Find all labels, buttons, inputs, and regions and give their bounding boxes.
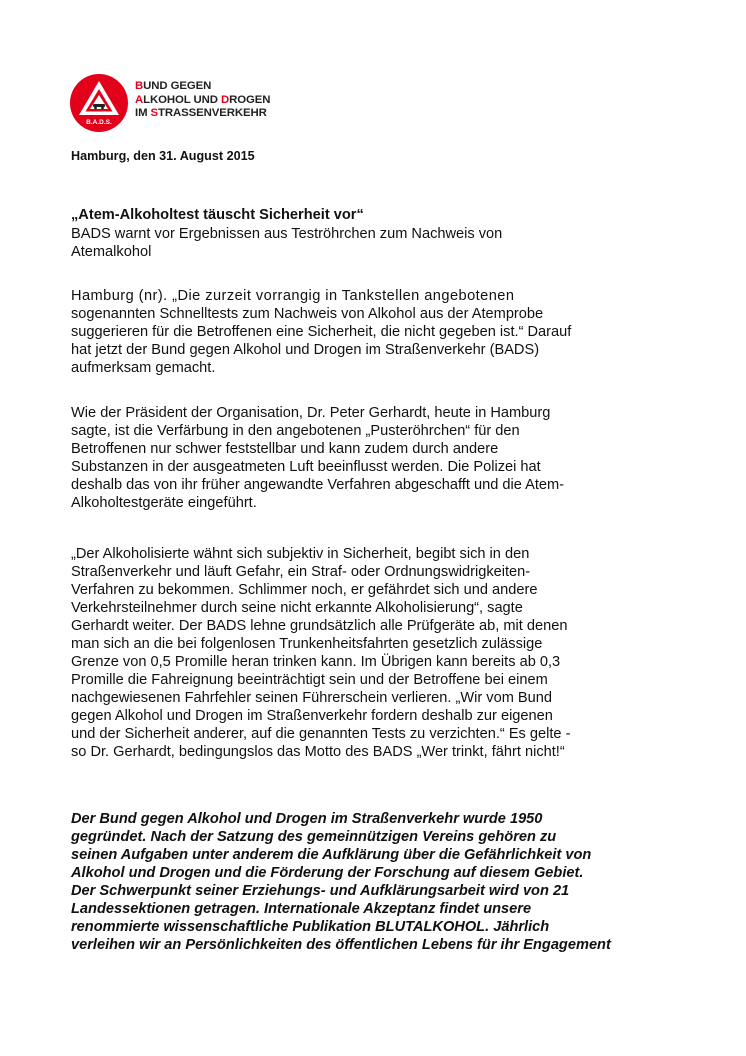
paragraph-line: deshalb das von ihr früher angewandte Verfahren abgeschafft und die Atem- xyxy=(71,477,565,493)
paragraph-line: Grenze von 0,5 Promille heran trinken kann. Im Übrigen kann bereits ab 0,3 xyxy=(71,654,561,670)
paragraph-line: so Dr. Gerhardt, bedingungslos das Motto des BADS „Wer trinkt, fährt nicht!“ xyxy=(71,744,565,760)
logo-line-3: IM STRASSENVERKEHR xyxy=(135,107,267,120)
paragraph-line: nachgewiesenen Fahrfehler seinen Führerschein verlieren. „Wir vom Bund xyxy=(71,690,553,706)
boilerplate-line: renommierte wissenschaftliche Publikation BLUTALKOHOL. Jährlich xyxy=(71,919,550,935)
paragraph-line: sagte, ist die Verfärbung in den angebotenen „Pusteröhrchen“ für den xyxy=(71,423,520,439)
paragraph-line: Promille die Fahreignung beeinträchtigt sein und der Betroffene bei einem xyxy=(71,672,548,688)
paragraph-line: Betroffenen nur schwer feststellbar und kann zudem durch andere xyxy=(71,441,499,457)
headline: „Atem-Alkoholtest täuscht Sicherheit vor“ xyxy=(71,207,364,223)
paragraph-line: gegen Alkohol und Drogen im Straßenverkehr fordern deshalb zur eigenen xyxy=(71,708,553,724)
logo-badge-text: B.A.D.S. xyxy=(86,119,112,126)
logo-line-2: ALKOHOL UND DROGEN xyxy=(135,93,271,106)
paragraph-quote xyxy=(71,545,675,761)
boilerplate-line: Alkohol und Drogen und die Förderung der Forschung auf diesem Gebiet. xyxy=(71,865,584,881)
bads-emblem-icon xyxy=(68,73,130,133)
paragraph-intro xyxy=(71,287,675,377)
paragraph-line: Verfahren zu bekommen. Schlimmer noch, er gefährdet sich und andere xyxy=(71,582,538,598)
logo-wordmark xyxy=(135,80,270,121)
logo-line-1: BUND GEGEN xyxy=(135,80,212,92)
paragraph-line: Alkoholtestgeräte eingeführt. xyxy=(71,495,257,511)
paragraph-line: „Der Alkoholisierte wähnt sich subjektiv in Sicherheit, begibt sich in den xyxy=(71,546,530,562)
subheadline-line: BADS warnt vor Ergebnissen aus Teströhrchen zum Nachweis von xyxy=(71,226,503,242)
paragraph-line: sogenannten Schnelltests zum Nachweis von Alkohol aus der Atemprobe xyxy=(71,306,544,322)
boilerplate-line: verleihen wir an Persönlichkeiten des öffentlichen Lebens für ihr Engagement xyxy=(71,937,611,953)
paragraph-president xyxy=(71,404,675,512)
paragraph-line: Hamburg (nr). „Die zurzeit vorrangig in Tankstellen angebotenen xyxy=(71,288,515,304)
boilerplate-line: Der Bund gegen Alkohol und Drogen im Straßenverkehr wurde 1950 xyxy=(71,811,543,827)
paragraph-line: Substanzen in der ausgeatmeten Luft beeinflusst werden. Die Polizei hat xyxy=(71,459,541,475)
boilerplate-line: Der Schwerpunkt seiner Erziehungs- und Aufklärungsarbeit wird von 21 xyxy=(71,883,570,899)
boilerplate-line: seinen Aufgaben unter anderem die Aufklärung über die Gefährlichkeit von xyxy=(71,847,592,863)
subheadline-line: Atemalkohol xyxy=(71,244,152,260)
subheadline xyxy=(71,225,631,261)
paragraph-line: Gerhardt weiter. Der BADS lehne grundsätzlich alle Prüfgeräte ab, mit denen xyxy=(71,618,568,634)
boilerplate-line: gegründet. Nach der Satzung des gemeinnützigen Vereins gehören zu xyxy=(71,829,557,845)
organization-boilerplate xyxy=(71,810,681,954)
dateline: Hamburg, den 31. August 2015 xyxy=(71,149,255,163)
bads-logo xyxy=(68,73,308,133)
paragraph-line: Verkehrsteilnehmer durch seine nicht erkannte Alkoholisierung“, sagte xyxy=(71,600,523,616)
paragraph-line: aufmerksam gemacht. xyxy=(71,360,216,376)
paragraph-line: Wie der Präsident der Organisation, Dr. Peter Gerhardt, heute in Hamburg xyxy=(71,405,551,421)
paragraph-line: und der Sicherheit anderer, auf die genannten Tests zu verzichten.“ Es gelte - xyxy=(71,726,571,742)
paragraph-line: man sich an die bei folgenlosen Trunkenheitsfahrten gesetzlich zulässige xyxy=(71,636,543,652)
paragraph-line: hat jetzt der Bund gegen Alkohol und Drogen im Straßenverkehr (BADS) xyxy=(71,342,540,358)
paragraph-line: suggerieren für die Betroffenen eine Sicherheit, die nicht gegeben ist.“ Darauf xyxy=(71,324,572,340)
paragraph-line: Straßenverkehr und läuft Gefahr, ein Straf- oder Ordnungswidrigkeiten- xyxy=(71,564,531,580)
boilerplate-line: Landessektionen getragen. Internationale Akzeptanz findet unsere xyxy=(71,901,532,917)
